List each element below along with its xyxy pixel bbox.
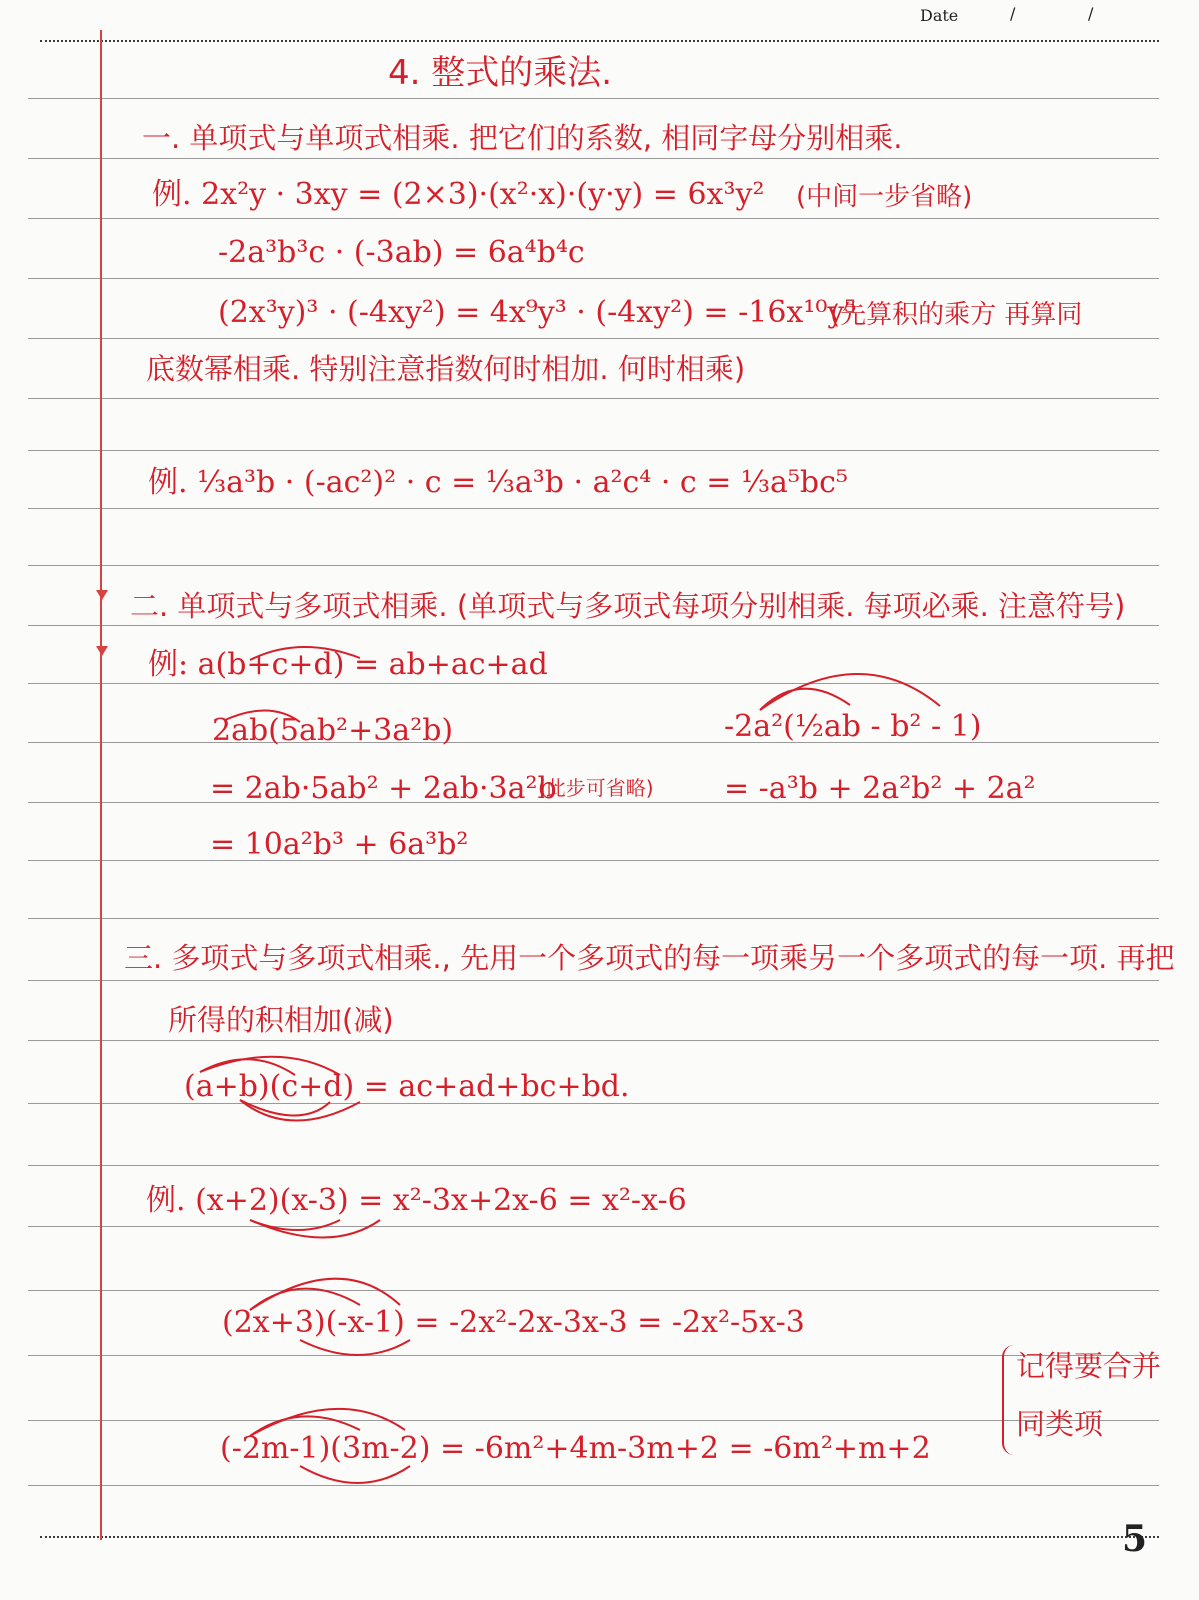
ruled-line <box>28 1290 1159 1291</box>
ruled-line <box>28 218 1159 219</box>
section2-left-line3: = 10a²b³ + 6a³b² <box>210 827 469 862</box>
margin-line <box>100 30 102 1540</box>
ruled-line <box>28 338 1159 339</box>
arc <box>760 689 850 710</box>
ruled-line <box>28 1485 1159 1486</box>
ruled-line <box>28 565 1159 566</box>
ruled-line <box>28 860 1159 861</box>
ruled-line <box>28 625 1159 626</box>
ruled-line <box>28 980 1159 981</box>
ruled-line <box>28 1355 1159 1356</box>
section3-example1: 例. (x+2)(x-3) = x²-3x+2x-6 = x²-x-6 <box>146 1183 687 1218</box>
section2-right-line2: = -a³b + 2a²b² + 2a² <box>724 771 1036 806</box>
section1-example1: 例. 2x²y · 3xy = (2×3)·(x²·x)·(y·y) = 6x³y² <box>152 177 765 212</box>
ruled-line <box>28 742 1159 743</box>
section2-heading: 二. 单项式与多项式相乘. (单项式与多项式每项分别相乘. 每项必乘. 注意符号) <box>130 589 1126 623</box>
section2-right-line1: -2a²(½ab - b² - 1) <box>724 709 982 744</box>
ruled-line <box>28 1040 1159 1041</box>
section1-example4: 例. ⅓a³b · (-ac²)² · c = ⅓a³b · a²c⁴ · c = ⅓a⁵bc⁵ <box>148 465 848 500</box>
section3-rule: (a+b)(c+d) = ac+ad+bc+bd. <box>184 1069 630 1104</box>
arc <box>300 1340 410 1355</box>
arc <box>250 1220 380 1238</box>
ruled-line <box>40 1536 1159 1538</box>
ruled-line <box>28 98 1159 99</box>
section3-example3: (-2m-1)(3m-2) = -6m²+4m-3m+2 = -6m²+m+2 <box>220 1431 931 1466</box>
section3-heading-cont: 所得的积相加(减) <box>168 1003 394 1037</box>
section2-left-line2-note: (此步可省略) <box>538 776 654 800</box>
date-slash: / <box>1010 4 1016 23</box>
arc <box>300 1466 410 1483</box>
ruled-line <box>28 1226 1159 1227</box>
ruled-line <box>40 40 1159 42</box>
ruled-line <box>28 398 1159 399</box>
arc <box>760 674 940 710</box>
ruled-line <box>28 278 1159 279</box>
ruled-line <box>28 158 1159 159</box>
section1-example3: (2x³y)³ · (-4xy²) = 4x⁹y³ · (-4xy²) = -16x¹⁰y⁵ <box>218 295 857 330</box>
ruled-line <box>28 683 1159 684</box>
ruled-line <box>28 1165 1159 1166</box>
section2-left-line1: 2ab(5ab²+3a²b) <box>212 713 454 748</box>
margin-arrow <box>96 646 108 656</box>
arc <box>250 1220 340 1230</box>
page-number: 5 <box>1121 1518 1147 1560</box>
section2-example1: 例: a(b+c+d) = ab+ac+ad <box>148 647 548 682</box>
section1-example3-note: (先算积的乘方 再算同 <box>830 300 1083 330</box>
date-label: Date <box>920 6 959 25</box>
section3-heading: 三. 多项式与多项式相乘., 先用一个多项式的每一项乘另一个多项式的每一项. 再把 <box>124 941 1175 975</box>
side-note-line2: 同类项 <box>1016 1407 1104 1441</box>
ruled-line <box>28 450 1159 451</box>
page-title: 4. 整式的乘法. <box>388 53 613 93</box>
section1-example1-note: (中间一步省略) <box>796 182 973 212</box>
section3-example2: (2x+3)(-x-1) = -2x²-2x-3x-3 = -2x²-5x-3 <box>222 1305 805 1340</box>
section2-left-line2: = 2ab·5ab² + 2ab·3a²b <box>210 771 557 806</box>
ruled-line <box>28 918 1159 919</box>
date-slash: / <box>1088 4 1094 23</box>
ruled-line <box>28 508 1159 509</box>
ruled-line <box>28 1420 1159 1421</box>
section1-example2: -2a³b³c · (-3ab) = 6a⁴b⁴c <box>218 235 585 270</box>
side-note-line1: 记得要合并 <box>1016 1349 1162 1383</box>
section1-example3-note-cont: 底数幂相乘. 特别注意指数何时相加. 何时相乘) <box>146 352 746 386</box>
margin-arrow <box>96 590 108 600</box>
section1-heading: 一. 单项式与单项式相乘. 把它们的系数, 相同字母分别相乘. <box>142 121 903 155</box>
